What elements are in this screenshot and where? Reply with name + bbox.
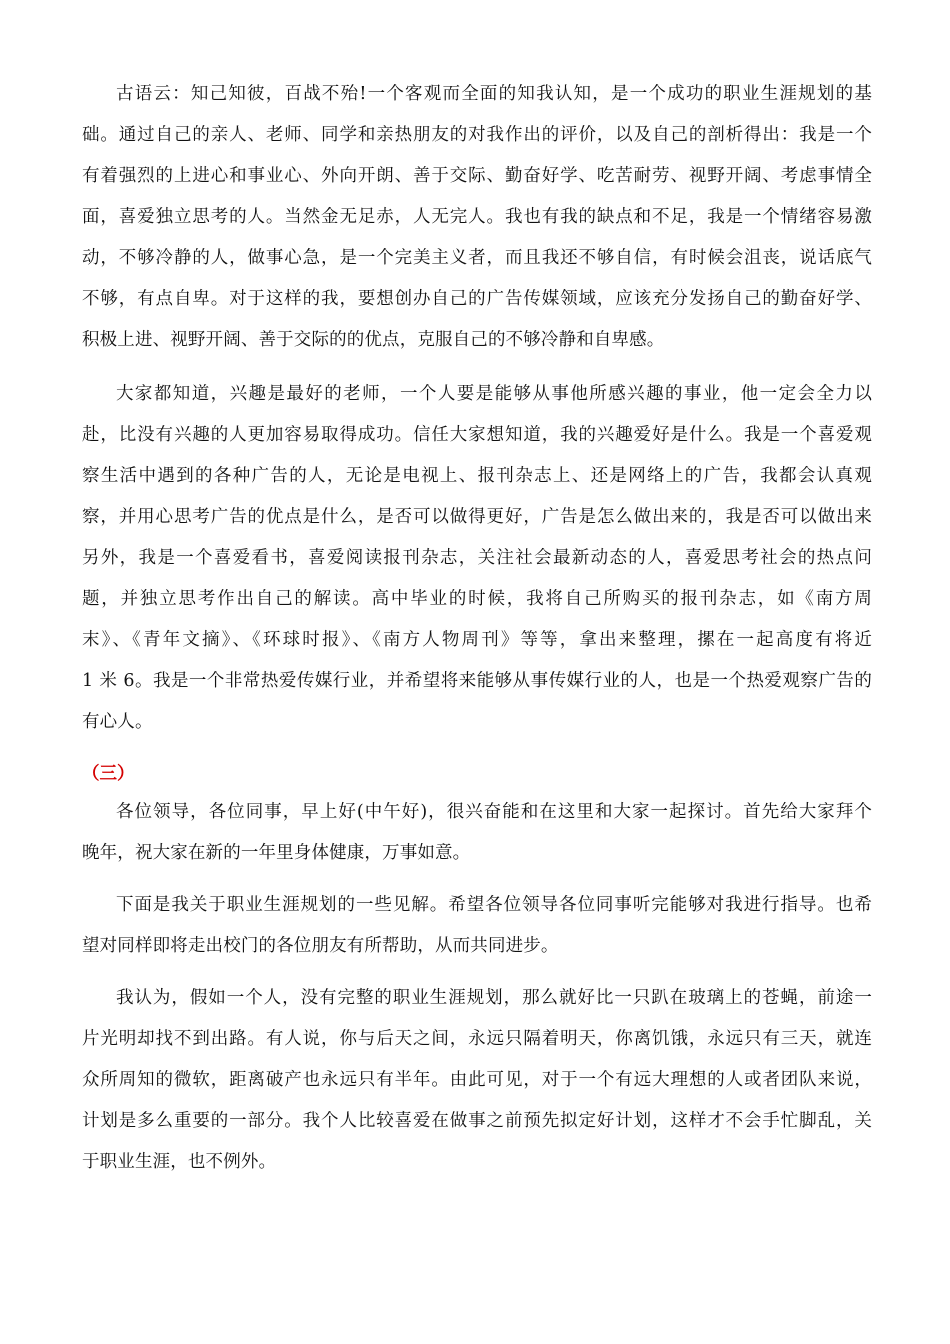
p5-line-4: 计划是多么重要的一部分。我个人比较喜爱在做事之前预先拟定好计划，这样才不会手忙脚乱，关	[82, 1111, 872, 1131]
p3-line-2: 晚年，祝大家在新的一年里身体健康，万事如意。	[82, 843, 471, 863]
p1-line-4: 面，喜爱独立思考的人。当然金无足赤，人无完人。我也有我的缺点和不足，我是一个情绪容易激	[82, 207, 872, 227]
p2-line-1: 大家都知道，兴趣是最好的老师，一个人要是能够从事他所感兴趣的事业，他一定会全力以	[116, 384, 872, 404]
p2-line-5: 另外，我是一个喜爱看书，喜爱阅读报刊杂志，关注社会最新动态的人，喜爱思考社会的热点问	[82, 548, 872, 568]
p2-line-4: 察，并用心思考广告的优点是什么，是否可以做得更好，广告是怎么做出来的，我是否可以做出来	[82, 507, 872, 527]
p5-line-2: 片光明却找不到出路。有人说，你与后天之间，永远只隔着明天，你离饥饿，永远只有三天，就连	[82, 1029, 872, 1049]
p2-line-7: 末》、《青年文摘》、《环球时报》、《南方人物周刊》等等，拿出来整理，摞在一起高度有将近	[82, 630, 872, 650]
p1-line-6: 不够，有点自卑。对于这样的我，要想创办自己的广告传媒领域，应该充分发扬自己的勤奋好学、	[82, 289, 872, 309]
p2-line-2: 赴，比没有兴趣的人更加容易取得成功。信任大家想知道，我的兴趣爱好是什么。我是一个喜爱观	[82, 425, 872, 445]
section-heading: （三）	[82, 764, 135, 784]
p5-line-3: 众所周知的微软，距离破产也永远只有半年。由此可见，对于一个有远大理想的人或者团队来说，	[82, 1070, 872, 1090]
p4-line-1: 下面是我关于职业生涯规划的一些见解。希望各位领导各位同事听完能够对我进行指导。也希	[116, 895, 872, 915]
p1-line-7: 积极上进、视野开阔、善于交际的的优点，克服自己的不够冷静和自卑感。	[82, 330, 665, 350]
p4-line-2: 望对同样即将走出校门的各位朋友有所帮助，从而共同进步。	[82, 936, 559, 956]
p2-line-3: 察生活中遇到的各种广告的人，无论是电视上、报刊杂志上、还是网络上的广告，我都会认真观	[82, 466, 872, 486]
p3-line-1: 各位领导，各位同事，早上好(中午好)，很兴奋能和在这里和大家一起探讨。首先给大家拜个	[116, 802, 872, 822]
p1-line-5: 动，不够冷静的人，做事心急，是一个完美主义者，而且我还不够自信，有时候会沮丧，说话底气	[82, 248, 872, 268]
p2-line-6: 题，并独立思考作出自己的解读。高中毕业的时候，我将自己所购买的报刊杂志，如《南方周	[82, 589, 872, 609]
p1-line-2: 础。通过自己的亲人、老师、同学和亲热朋友的对我作出的评价，以及自己的剖析得出：我是一个	[82, 125, 872, 145]
p1-line-3: 有着强烈的上进心和事业心、外向开朗、善于交际、勤奋好学、吃苦耐劳、视野开阔、考虑事情全	[82, 166, 872, 186]
p2-line-8: 1 米 6。我是一个非常热爱传媒行业，并希望将来能够从事传媒行业的人，也是一个热爱观察广告的	[82, 671, 872, 691]
p5-line-5: 于职业生涯，也不例外。	[82, 1152, 277, 1172]
p1-line-1: 古语云：知己知彼，百战不殆!一个客观而全面的知我认知，是一个成功的职业生涯规划的基	[116, 84, 872, 104]
p5-line-1: 我认为，假如一个人，没有完整的职业生涯规划，那么就好比一只趴在玻璃上的苍蝇，前途一	[116, 988, 872, 1008]
p2-line-9: 有心人。	[82, 712, 153, 732]
